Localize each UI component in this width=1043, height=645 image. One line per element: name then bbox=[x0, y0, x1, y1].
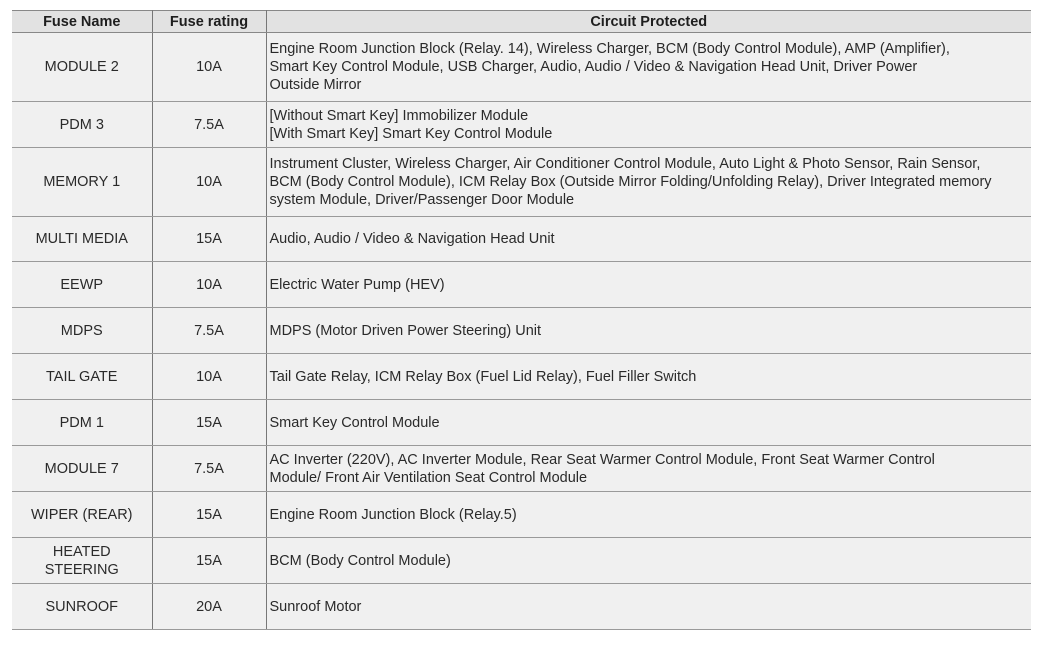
circuit-line: BCM (Body Control Module), ICM Relay Box (Outside Mirror Folding/Unfolding Relay), Driver Integrated memory bbox=[269, 174, 992, 190]
fuse-rating: 10A bbox=[152, 33, 266, 102]
fuse-name-cell bbox=[12, 400, 152, 446]
circuit-line: Sunroof Motor bbox=[269, 598, 362, 615]
fuse-rating: 7.5A bbox=[152, 102, 266, 148]
circuit-line: Engine Room Junction Block (Relay.5) bbox=[269, 506, 517, 523]
circuit-line: [Without Smart Key] Immobilizer Module bbox=[269, 107, 529, 124]
fuse-name: MDPS bbox=[60, 322, 103, 339]
fuse-name: SUNROOF bbox=[45, 598, 118, 615]
table-row bbox=[12, 217, 1031, 262]
circuit-protected-cell bbox=[266, 217, 1031, 262]
fuse-name: MULTI MEDIA bbox=[35, 231, 128, 247]
circuit-line: system Module, Driver/Passenger Door Module bbox=[269, 192, 575, 208]
table-row bbox=[12, 538, 1031, 584]
circuit-line: Smart Key Control Module, USB Charger, Audio, Audio / Video & Navigation Head Unit, Driver Power bbox=[269, 59, 918, 75]
circuit-protected-cell bbox=[266, 308, 1031, 354]
fuse-name-cell bbox=[12, 584, 152, 630]
table-row bbox=[12, 400, 1031, 446]
fuse-rating: 7.5A bbox=[152, 308, 266, 354]
fuse-name: TAIL GATE bbox=[46, 368, 118, 385]
table-row bbox=[12, 584, 1031, 630]
table-row bbox=[12, 148, 1031, 217]
header-fuse-rating: Fuse rating bbox=[152, 11, 266, 33]
circuit-line: Smart Key Control Module bbox=[269, 414, 440, 431]
fuse-name-cell bbox=[12, 308, 152, 354]
fuse-rating: 20A bbox=[152, 584, 266, 630]
fuse-name-cell bbox=[12, 102, 152, 148]
fuse-rating: 10A bbox=[152, 262, 266, 308]
fuse-name: EEWP bbox=[60, 276, 104, 293]
fuse-name: PDM 3 bbox=[59, 116, 104, 133]
circuit-protected-cell bbox=[266, 102, 1031, 148]
fuse-name-cell bbox=[12, 148, 152, 217]
table-row bbox=[12, 33, 1031, 102]
circuit-line: AC Inverter (220V), AC Inverter Module, Rear Seat Warmer Control Module, Front Seat Warmer Control bbox=[269, 451, 935, 468]
circuit-line: Electric Water Pump (HEV) bbox=[269, 276, 445, 293]
fuse-rating: 15A bbox=[152, 217, 266, 262]
table-row bbox=[12, 308, 1031, 354]
fuse-rating: 15A bbox=[152, 492, 266, 538]
circuit-protected-cell bbox=[266, 354, 1031, 400]
circuit-protected-cell bbox=[266, 584, 1031, 630]
table-row bbox=[12, 102, 1031, 148]
circuit-protected-cell bbox=[266, 400, 1031, 446]
circuit-protected-cell bbox=[266, 148, 1031, 217]
fuse-name: WIPER (REAR) bbox=[31, 506, 133, 523]
fuse-rating: 7.5A bbox=[152, 446, 266, 492]
circuit-line: [With Smart Key] Smart Key Control Module bbox=[269, 125, 553, 142]
fuse-rating: 10A bbox=[152, 354, 266, 400]
header-circuit-protected: Circuit Protected bbox=[266, 11, 1031, 33]
table-row bbox=[12, 354, 1031, 400]
circuit-protected-cell bbox=[266, 492, 1031, 538]
fuse-rating: 15A bbox=[152, 538, 266, 584]
fuse-name: MEMORY 1 bbox=[43, 174, 121, 190]
header-row bbox=[12, 11, 1031, 33]
fuse-name-cell bbox=[12, 354, 152, 400]
circuit-protected-cell bbox=[266, 33, 1031, 102]
fuse-name: HEATED bbox=[52, 543, 111, 560]
circuit-protected-cell bbox=[266, 538, 1031, 584]
fuse-name-cell bbox=[12, 262, 152, 308]
circuit-line: Audio, Audio / Video & Navigation Head Unit bbox=[269, 231, 555, 247]
fuse-rating: 10A bbox=[152, 148, 266, 217]
fuse-name-cell bbox=[12, 217, 152, 262]
circuit-line: Instrument Cluster, Wireless Charger, Air Conditioner Control Module, Auto Light & Photo Sensor, Rain Sensor, bbox=[269, 156, 981, 172]
circuit-line: Tail Gate Relay, ICM Relay Box (Fuel Lid Relay), Fuel Filler Switch bbox=[269, 368, 697, 385]
table-row bbox=[12, 492, 1031, 538]
table-body bbox=[12, 33, 1031, 630]
circuit-line: Module/ Front Air Ventilation Seat Control Module bbox=[269, 469, 588, 486]
circuit-line: BCM (Body Control Module) bbox=[269, 552, 451, 569]
table-row bbox=[12, 446, 1031, 492]
circuit-line: MDPS (Motor Driven Power Steering) Unit bbox=[269, 322, 542, 339]
fuse-name-cell bbox=[12, 446, 152, 492]
circuit-protected-cell bbox=[266, 446, 1031, 492]
circuit-line: Outside Mirror bbox=[269, 77, 362, 93]
table-header bbox=[12, 11, 1031, 33]
fuse-name: MODULE 7 bbox=[44, 460, 119, 477]
header-fuse-name: Fuse Name bbox=[12, 11, 152, 33]
fuse-table bbox=[12, 10, 1031, 630]
fuse-rating: 15A bbox=[152, 400, 266, 446]
table-row bbox=[12, 262, 1031, 308]
fuse-name: MODULE 2 bbox=[44, 59, 119, 75]
fuse-name-cell bbox=[12, 33, 152, 102]
circuit-line: Engine Room Junction Block (Relay. 14), Wireless Charger, BCM (Body Control Module), AMP (Amplifier), bbox=[269, 41, 950, 57]
fuse-name-cell bbox=[12, 492, 152, 538]
fuse-name: STEERING bbox=[44, 561, 119, 578]
fuse-name: PDM 1 bbox=[59, 414, 104, 431]
circuit-protected-cell bbox=[266, 262, 1031, 308]
fuse-name-cell bbox=[12, 538, 152, 584]
